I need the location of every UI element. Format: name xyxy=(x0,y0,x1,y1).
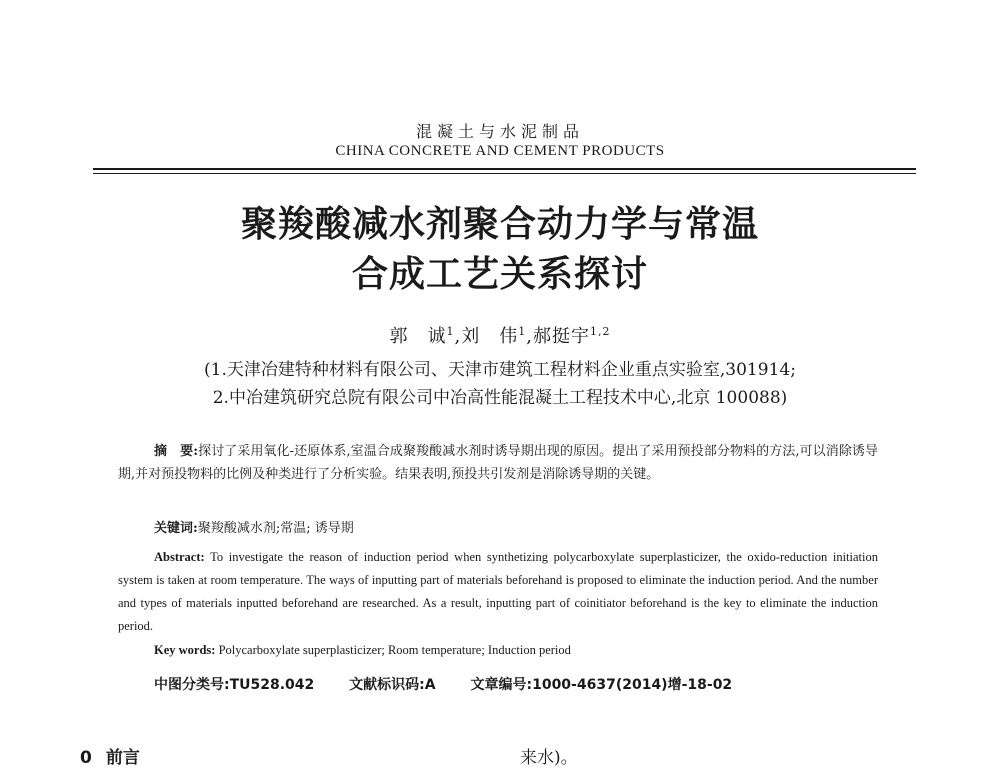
document-code: 文献标识码:A xyxy=(349,677,436,693)
keywords-en-text: Polycarboxylate superplasticizer; Room temperature; Induction period xyxy=(218,643,571,657)
abstract-cn xyxy=(118,440,878,486)
abstract-cn-label: 摘 要: xyxy=(154,444,199,459)
author-list: 郭 诚$^1$,刘 伟$^1$,郝挺宇$^{1,2}$ xyxy=(389,325,611,347)
journal-name-cn: 混凝土与水泥制品 xyxy=(415,122,584,141)
header-rule-thick xyxy=(93,168,916,170)
author-affiliation-mark: 1 xyxy=(518,325,527,338)
section-title: 前言 xyxy=(105,748,140,768)
affiliation-line-1: (1.天津冶建特种材料有限公司、天津市建筑工程材料企业重点实验室,301914; xyxy=(204,360,796,380)
author-name: 刘 伟 xyxy=(461,326,519,347)
author-name: 郝挺宇 xyxy=(532,326,590,347)
paper-title-line-2: 合成工艺关系探讨 xyxy=(351,254,648,295)
header-rule-thin xyxy=(93,173,916,174)
section-heading xyxy=(80,743,140,768)
keywords-en-label: Key words: xyxy=(154,643,216,657)
classification-line xyxy=(154,674,762,694)
paper-title-line-1: 聚羧酸减水剂聚合动力学与常温 xyxy=(240,204,759,245)
abstract-en xyxy=(118,546,878,638)
author-name: 郭 诚 xyxy=(389,326,447,347)
keywords-en xyxy=(154,643,571,658)
article-number: 文章编号:1000-4637(2014)增-18-02 xyxy=(470,677,733,693)
affiliation-line-2: 2.中冶建筑研究总院有限公司中冶高性能混凝土工程技术中心,北京 100088) xyxy=(212,388,788,408)
clc-number: 中图分类号:TU528.042 xyxy=(154,677,315,693)
keywords-cn-text: 聚羧酸减水剂;常温; 诱导期 xyxy=(197,521,354,536)
section-number: 0 xyxy=(80,748,92,768)
journal-name-en: CHINA CONCRETE AND CEMENT PRODUCTS xyxy=(335,143,665,159)
abstract-en-text: To investigate the reason of induction period when synthetizing polycarboxylate superplasticizer, the oxido-reduction initiation system is taken at room temperature. The ways of inputting part of materials beforehand is proposed to eliminate the induction period. And the number and types of materials inputted beforehand are researched. As a result, inputting part of coinitiator beforehand is the key to eliminate the induction period. xyxy=(118,550,878,633)
author-affiliation-mark: 1,2 xyxy=(589,325,611,338)
keywords-cn-label: 关键词: xyxy=(154,521,198,536)
abstract-cn-text: 探讨了采用氧化-还原体系,室温合成聚羧酸减水剂时诱导期出现的原因。提出了采用预投部分物料的方法,可以消除诱导期,并对预投物料的比例及种类进行了分析实验。结果表明,预投共引发剂是消除诱导期的关键。 xyxy=(118,444,878,482)
abstract-en-label: Abstract: xyxy=(154,550,205,564)
keywords-cn xyxy=(154,517,354,536)
author-affiliation-mark: 1 xyxy=(446,325,455,338)
column-continuation-text: 来水)。 xyxy=(520,748,578,768)
